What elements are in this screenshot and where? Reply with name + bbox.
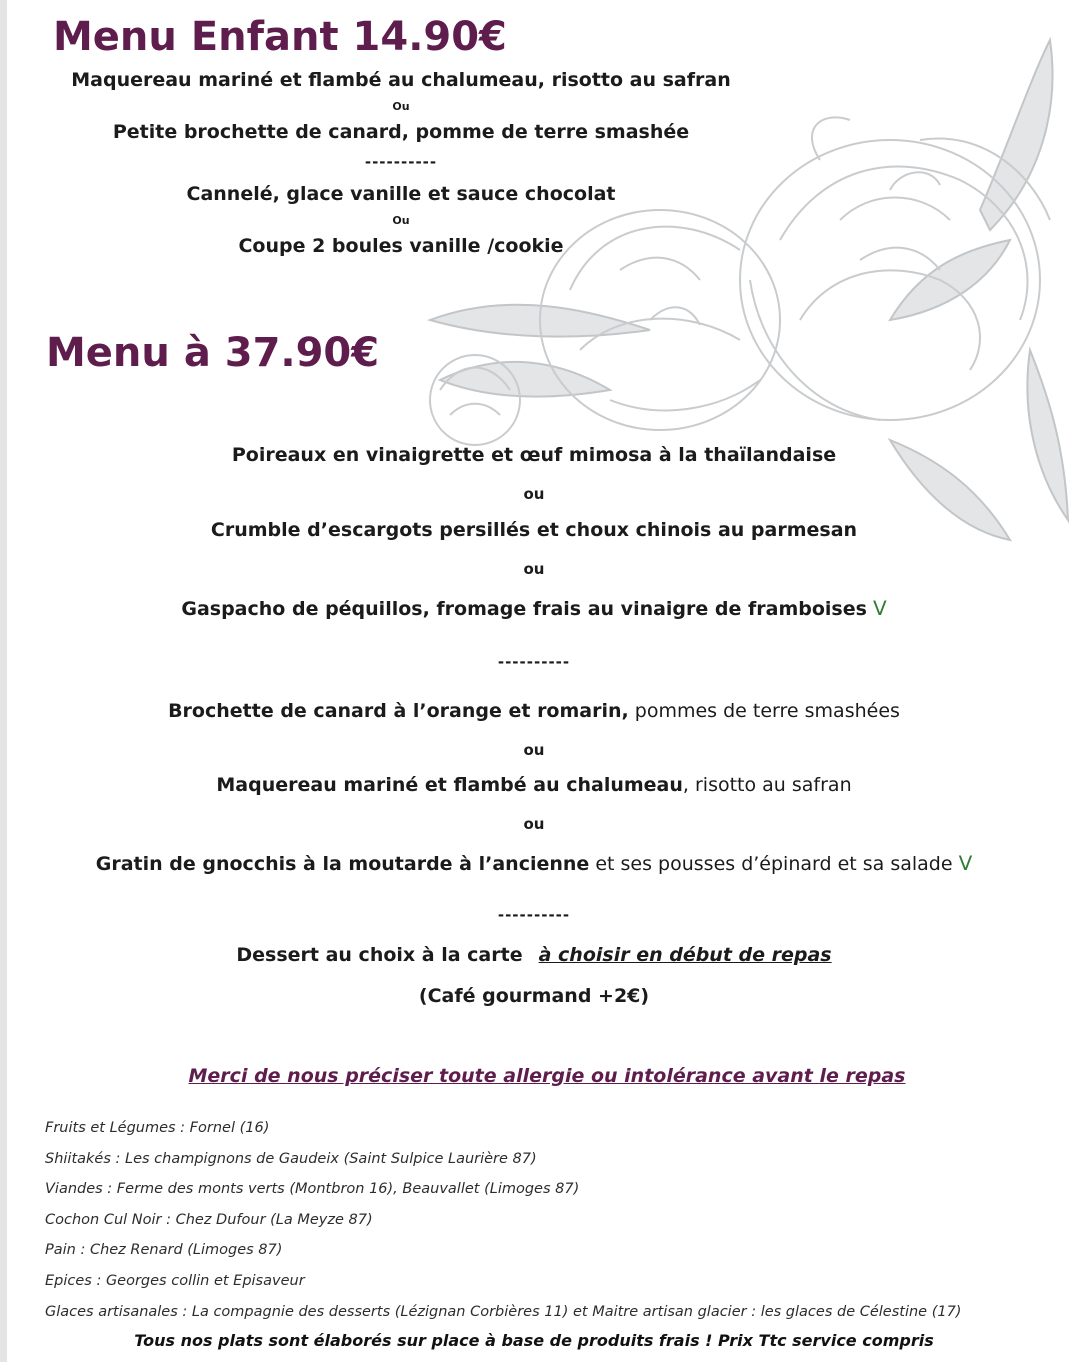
or-label: ou (523, 741, 545, 759)
leaf-icon: ᐯ (958, 851, 973, 875)
plat-2-normal: , risotto au safran (682, 774, 852, 796)
dessert-note: à choisir en début de repas (538, 944, 832, 966)
enfant-starter-1: Maquereau mariné et flambé au chalumeau, risotto au safran (71, 69, 731, 91)
cafe-gourmand: (Café gourmand +2€) (418, 985, 650, 1007)
dessert-line (0, 944, 1068, 966)
plat-1 (0, 700, 1068, 722)
plat-3 (0, 851, 1068, 875)
entree-3 (0, 596, 1068, 620)
source-item: Fruits et Légumes : Fornel (16) (45, 1120, 270, 1136)
enfant-or-1: Ou (392, 100, 410, 113)
enfant-dessert-1: Cannelé, glace vanille et sauce chocolat (186, 183, 616, 205)
allergy-notice: Merci de nous préciser toute allergie ou intolérance avant le repas (188, 1065, 906, 1087)
plat-1-normal: pommes de terre smashées (628, 700, 900, 722)
enfant-dessert-2: Coupe 2 boules vanille /cookie (238, 235, 564, 257)
or-label: ou (523, 815, 545, 833)
or-label: ou (523, 560, 545, 578)
source-item: Viandes : Ferme des monts verts (Montbron 16), Beauvallet (Limoges 87) (45, 1181, 580, 1198)
enfant-starter-2: Petite brochette de canard, pomme de terre smashée (112, 121, 690, 143)
sources-list (45, 1118, 961, 1332)
or-label: ou (523, 485, 545, 503)
source-item: Epices : Georges collin et Episaveur (45, 1272, 305, 1289)
footer-note: Tous nos plats sont élaborés sur place à base de produits frais ! Prix Ttc service compris (134, 1331, 934, 1350)
entree-3-text: Gaspacho de péquillos, fromage frais au vinaigre de framboises (181, 598, 867, 620)
plat-2 (0, 774, 1068, 796)
entree-1: Poireaux en vinaigrette et œuf mimosa à la thaïlandaise (231, 444, 837, 466)
plat-3-normal: et ses pousses d’épinard et sa salade (589, 853, 953, 875)
entree-2: Crumble d’escargots persillés et choux chinois au parmesan (210, 519, 858, 541)
dessert-label: Dessert au choix à la carte (236, 944, 523, 966)
enfant-or-2: Ou (392, 214, 410, 227)
plat-2-bold: Maquereau mariné et flambé au chalumeau (216, 774, 683, 796)
source-item: Glaces artisanales : La compagnie des desserts (Lézignan Corbières 11) et Maitre artisan glacier : les glaces de Célestine (17) (45, 1303, 962, 1320)
main-separator-1: ---------- (497, 653, 571, 671)
plat-3-bold: Gratin de gnocchis à la moutarde à l’ancienne (95, 853, 590, 875)
source-item: Pain : Chez Renard (Limoges 87) (45, 1242, 283, 1259)
menu-main-title: Menu à 37.90€ (46, 330, 380, 376)
source-item: Shiitakés : Les champignons de Gaudeix (Saint Sulpice Laurière 87) (45, 1150, 537, 1167)
enfant-separator: ---------- (364, 153, 438, 171)
main-separator-2: ---------- (497, 906, 571, 924)
leaf-icon: ᐯ (872, 596, 887, 620)
source-item: Cochon Cul Noir : Chez Dufour (La Meyze 87) (45, 1211, 373, 1228)
menu-enfant-title: Menu Enfant 14.90€ (53, 14, 507, 60)
plat-1-bold: Brochette de canard à l’orange et romarin, (168, 700, 629, 722)
